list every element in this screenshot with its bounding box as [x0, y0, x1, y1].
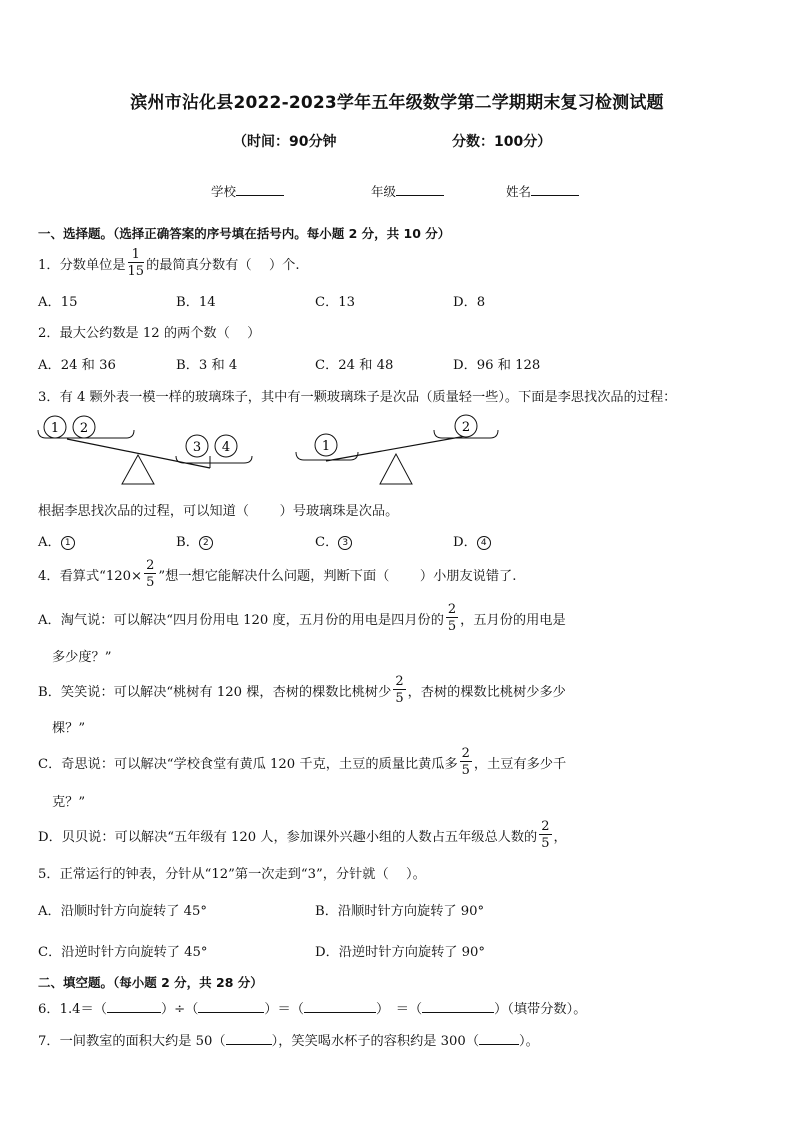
bead-label-4: 4 [221, 440, 231, 455]
q2-option-b[interactable]: B．3 和 4 [176, 358, 238, 373]
q3-option-b-label: B． [176, 535, 199, 550]
exam-time: （时间：90分钟 [233, 134, 337, 150]
q1-fraction [128, 248, 145, 278]
question-3: 3．有 4 颗外表一模一样的玻璃珠子，其中有一颗玻璃珠子是次品（质量轻一些）。下面是李思找次品的过程： [38, 390, 677, 405]
q6-blank-2[interactable] [198, 1000, 264, 1013]
name-label: 姓名 [506, 184, 532, 199]
q4-option-a-text: A．淘气说：可以解决“四月份用电 120 度，五月份的用电是四月份的 [38, 612, 444, 628]
q1-option-d[interactable]: D．8 [453, 295, 486, 310]
q1-option-c[interactable]: C．13 [315, 295, 356, 310]
q4-option-c-fraction [460, 747, 472, 777]
grade-label: 年级 [371, 184, 397, 199]
q3-option-b[interactable] [176, 531, 213, 550]
q6-blank-1[interactable] [107, 1000, 161, 1013]
q3-option-c-circle: 3 [338, 536, 352, 550]
q4-suffix: ”想一想它能解决什么问题，判断下面（ ）小朋友说错了. [158, 568, 517, 584]
q6-blank-4[interactable] [422, 1000, 494, 1013]
q1-frac-num: 1 [128, 248, 145, 263]
q7-part-3: ）。 [519, 1034, 539, 1049]
q3-option-a-circle: 1 [61, 536, 75, 550]
q4-option-c-text-2: ，土豆有多少千 [473, 756, 567, 772]
q3-option-a-label: A． [38, 535, 61, 550]
q4-frac-den: 5 [146, 575, 155, 590]
q7-part-1: 7．一间教室的面积大约是 50（ [38, 1034, 226, 1049]
q1-prefix: 1．分数单位是 [38, 257, 126, 273]
question-1 [38, 245, 300, 281]
q4-option-d-text-2: ， [553, 829, 567, 845]
balance-right [296, 415, 498, 484]
question-7 [38, 1030, 539, 1049]
q6-part-1: 6．1.4＝（ [38, 1002, 107, 1017]
q4-option-b-text: B．笑笑说：可以解决“桃树有 120 棵，杏树的棵数比桃树少 [38, 684, 392, 700]
q4-option-c-text: C．奇思说：可以解决“学校食堂有黄瓜 120 千克，土豆的质量比黄瓜多 [38, 756, 458, 772]
exam-score: 分数：100分） [452, 134, 552, 150]
bead-label-1-right: 1 [321, 439, 331, 454]
fulcrum-left [122, 455, 154, 484]
frac-num: 2 [447, 602, 457, 617]
q6-part-5: ）（填带分数）。 [494, 1002, 587, 1017]
section-2-heading: 二、填空题。（每小题 2 分，共 28 分） [38, 975, 263, 990]
frac-den: 5 [461, 763, 470, 778]
q4-option-c[interactable] [38, 744, 566, 780]
q3-option-d[interactable] [453, 531, 491, 550]
q4-option-a-text-2: ，五月份的用电是 [460, 612, 566, 628]
q5-option-d[interactable]: D．沿逆时针方向旋转了 90° [315, 945, 486, 960]
q1-option-a[interactable]: A．15 [38, 295, 78, 310]
q3-option-d-circle: 4 [477, 536, 491, 550]
school-field[interactable] [211, 182, 284, 200]
q4-option-a-cont: 多少度？” [52, 650, 112, 665]
q4-option-b-fraction [393, 675, 405, 705]
q7-blank-2[interactable] [479, 1032, 519, 1045]
bead-label-2-right: 2 [461, 420, 471, 435]
q3-option-c-label: C． [315, 535, 339, 550]
balance-diagram [30, 408, 510, 488]
q5-option-c[interactable]: C．沿逆时针方向旋转了 45° [38, 945, 208, 960]
question-5: 5．正常运行的钟表，分针从“12”第一次走到“3”，分针就（ ）。 [38, 867, 426, 882]
school-label: 学校 [211, 184, 237, 199]
question-6 [38, 998, 586, 1017]
q3-option-b-circle: 2 [199, 536, 213, 550]
frac-den: 5 [395, 691, 404, 706]
q2-option-d[interactable]: D．96 和 128 [453, 358, 541, 373]
q3-option-d-label: D． [453, 535, 477, 550]
q3-conclusion: 根据李思找次品的过程，可以知道（ ）号玻璃珠是次品。 [38, 504, 399, 519]
q5-option-a[interactable]: A．沿顺时针方向旋转了 45° [38, 904, 207, 919]
q4-option-b-cont: 棵？” [52, 721, 86, 736]
q2-option-a[interactable]: A．24 和 36 [38, 358, 116, 373]
q4-option-b[interactable] [38, 672, 566, 708]
q6-part-2: ）÷（ [160, 1002, 199, 1017]
q1-frac-den: 15 [127, 264, 145, 279]
q1-suffix: 的最简真分数有（ ）个. [146, 257, 300, 273]
q4-frac-num: 2 [146, 558, 155, 573]
q4-option-b-text-2: ，杏树的棵数比桃树少多少 [407, 684, 566, 700]
q6-part-4: ） ＝（ [375, 1002, 423, 1017]
section-1-heading: 一、选择题。（选择正确答案的序号填在括号内。每小题 2 分，共 10 分） [38, 226, 451, 241]
q6-part-3: ）＝（ [264, 1002, 304, 1017]
frac-num: 2 [461, 746, 470, 761]
q3-option-a[interactable] [38, 531, 75, 550]
frac-den: 5 [447, 619, 457, 634]
q2-option-c[interactable]: C．24 和 48 [315, 358, 394, 373]
question-2: 2．最大公约数是 12 的两个数（ ） [38, 326, 261, 341]
bead-label-3: 3 [192, 440, 202, 455]
question-4 [38, 556, 516, 592]
q1-option-b[interactable]: B．14 [176, 295, 216, 310]
q4-option-d[interactable] [38, 817, 567, 853]
q4-fraction [144, 559, 156, 589]
q4-prefix: 4．看算式“120× [38, 568, 143, 584]
frac-num: 2 [541, 819, 550, 834]
balance-left [38, 416, 252, 484]
q4-option-c-cont: 克？” [52, 795, 86, 810]
q4-option-d-fraction [539, 820, 551, 850]
q5-option-b[interactable]: B．沿顺时针方向旋转了 90° [315, 904, 485, 919]
frac-den: 5 [541, 836, 550, 851]
name-field[interactable] [506, 182, 579, 200]
q7-blank-1[interactable] [226, 1032, 272, 1045]
q4-option-a-fraction [446, 603, 458, 633]
q4-option-d-text: D．贝贝说：可以解决“五年级有 120 人，参加课外兴趣小组的人数占五年级总人数的 [38, 829, 538, 845]
bead-label-1: 1 [50, 421, 60, 436]
bead-label-2: 2 [79, 421, 89, 436]
q7-part-2: ），笑笑喝水杯子的容积约是 300（ [271, 1034, 480, 1049]
fulcrum-right [380, 454, 412, 484]
q3-option-c[interactable] [315, 531, 352, 550]
frac-num: 2 [395, 674, 404, 689]
q6-blank-3[interactable] [304, 1000, 376, 1013]
page-title: 滨州市沾化县2022-2023学年五年级数学第二学期期末复习检测试题 [130, 93, 664, 113]
grade-field[interactable] [371, 182, 444, 200]
q4-option-a[interactable] [38, 600, 566, 636]
